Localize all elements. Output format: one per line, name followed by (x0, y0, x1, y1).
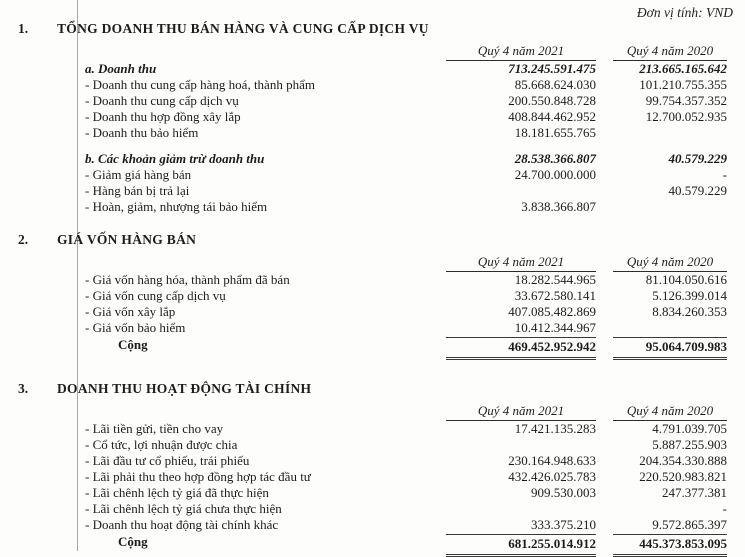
section-title: DOANH THU HOẠT ĐỘNG TÀI CHÍNH (57, 381, 312, 396)
table-row (0, 501, 745, 517)
row-label: - Lãi chênh lệch tỷ giá chưa thực hiện (85, 501, 282, 516)
value-q4-2021 (446, 183, 596, 199)
value-q4-2021 (446, 501, 596, 517)
table-row (0, 337, 745, 360)
row-label: - Lãi đầu tư cổ phiếu, trái phiếu (85, 453, 250, 468)
row-label: b. Các khoản giảm trừ doanh thu (85, 151, 265, 166)
value-q4-2020 (613, 199, 727, 215)
column-header-q4-2021: Quý 4 năm 2021 (446, 403, 596, 421)
header-spacer (85, 254, 446, 272)
section-heading (18, 20, 745, 37)
value-q4-2020 (613, 125, 727, 141)
report-sections (0, 20, 745, 557)
value-q4-2020: 101.210.755.355 (639, 77, 727, 92)
row-label: - Giá vốn hàng hóa, thành phẩm đã bán (85, 272, 290, 287)
report-section (0, 231, 745, 360)
table-row (0, 272, 745, 288)
value-q4-2021: 681.255.014.912 (446, 534, 596, 557)
value-q4-2020: 204.354.330.888 (639, 453, 727, 468)
row-label: - Doanh thu hoạt động tài chính khác (85, 517, 279, 532)
section-rows (0, 61, 745, 215)
section-heading (18, 231, 745, 248)
report-section (0, 20, 745, 215)
value-q4-2020: 81.104.050.616 (645, 272, 727, 287)
value-q4-2021: 3.838.366.807 (521, 199, 596, 214)
table-row (0, 485, 745, 501)
table-row (0, 421, 745, 437)
value-q4-2020: 12.700.052.935 (645, 109, 727, 124)
row-label: - Lãi phải thu theo hợp đồng hợp tác đầu tư (85, 469, 311, 484)
value-q4-2021: 10.412.344.967 (514, 320, 596, 335)
table-row (0, 469, 745, 485)
section-number: 3. (18, 381, 29, 396)
section-title: GIÁ VỐN HÀNG BÁN (57, 232, 197, 247)
report-section (0, 380, 745, 557)
value-q4-2020: - (722, 167, 727, 182)
table-row (0, 183, 745, 199)
section-rows (0, 272, 745, 360)
table-row (0, 141, 745, 151)
value-q4-2020: 5.126.399.014 (652, 288, 727, 303)
row-label: - Hoàn, giảm, nhượng tái bảo hiểm (85, 199, 268, 214)
column-header-q4-2021: Quý 4 năm 2021 (446, 43, 596, 61)
value-q4-2021: 407.085.482.869 (508, 304, 596, 319)
value-q4-2021: 200.550.848.728 (508, 93, 596, 108)
value-q4-2021: 713.245.591.475 (508, 61, 596, 76)
column-header-q4-2020: Quý 4 năm 2020 (613, 43, 727, 61)
value-q4-2020: - (722, 501, 727, 516)
table-row (0, 534, 745, 557)
column-headers (0, 43, 745, 61)
column-header-q4-2020: Quý 4 năm 2020 (613, 403, 727, 421)
row-label: - Giá vốn bảo hiểm (85, 320, 186, 335)
value-q4-2021: 18.181.655.765 (514, 125, 596, 140)
header-spacer (85, 403, 446, 421)
row-label: - Lãi chênh lệch tỷ giá đã thực hiện (85, 485, 269, 500)
section-rows (0, 421, 745, 557)
table-row (0, 437, 745, 453)
value-q4-2021: 333.375.210 (531, 517, 596, 532)
value-q4-2021: 230.164.948.633 (508, 453, 596, 468)
section-title: TỔNG DOANH THU BÁN HÀNG VÀ CUNG CẤP DỊCH VỤ (57, 21, 429, 36)
column-header-q4-2020: Quý 4 năm 2020 (613, 254, 727, 272)
table-row (0, 77, 745, 93)
value-q4-2021: 909.530.003 (531, 485, 596, 500)
value-q4-2020: 8.834.260.353 (652, 304, 727, 319)
value-q4-2021: 432.426.025.783 (508, 469, 596, 484)
table-row (0, 61, 745, 77)
table-row (0, 288, 745, 304)
row-label: - Doanh thu hợp đồng xây lắp (85, 109, 241, 124)
row-label: - Doanh thu cung cấp hàng hoá, thành phẩm (85, 77, 315, 92)
value-q4-2021: 17.421.135.283 (514, 421, 596, 436)
row-label: - Giá vốn cung cấp dịch vụ (85, 288, 226, 303)
section-heading (18, 380, 745, 397)
value-q4-2021: 469.452.952.942 (446, 337, 596, 360)
table-row (0, 93, 745, 109)
value-q4-2020: 5.887.255.903 (652, 437, 727, 452)
value-q4-2021 (446, 437, 596, 453)
row-label: - Giảm giá hàng bán (85, 167, 192, 182)
value-q4-2021: 408.844.462.952 (508, 109, 596, 124)
row-label: Cộng (118, 337, 148, 352)
column-header-q4-2021: Quý 4 năm 2021 (446, 254, 596, 272)
row-label: - Hàng bán bị trả lại (85, 183, 190, 198)
section-number: 1. (18, 21, 29, 36)
value-q4-2020 (613, 141, 727, 151)
header-spacer (85, 43, 446, 61)
table-row (0, 304, 745, 320)
column-headers (0, 403, 745, 421)
value-q4-2021: 33.672.580.141 (514, 288, 596, 303)
row-label: - Doanh thu bảo hiểm (85, 125, 199, 140)
table-row (0, 151, 745, 167)
value-q4-2020: 99.754.357.352 (645, 93, 727, 108)
table-row (0, 517, 745, 533)
value-q4-2020: 95.064.709.983 (613, 337, 727, 360)
value-q4-2020: 9.572.865.397 (652, 517, 727, 532)
value-q4-2020: 40.579.229 (668, 183, 727, 198)
table-row (0, 320, 745, 336)
value-q4-2020: 247.377.381 (662, 485, 727, 500)
table-row (0, 167, 745, 183)
column-headers (0, 254, 745, 272)
unit-label: Đơn vị tính: VND (636, 5, 733, 20)
value-q4-2021: 85.668.624.030 (514, 77, 596, 92)
row-label: - Lãi tiền gửi, tiền cho vay (85, 421, 224, 436)
value-q4-2020: 40.579.229 (668, 151, 727, 166)
row-label: - Doanh thu cung cấp dịch vụ (85, 93, 239, 108)
value-q4-2020 (613, 320, 727, 336)
value-q4-2021: 28.538.366.807 (514, 151, 596, 166)
row-label: a. Doanh thu (85, 61, 157, 76)
value-q4-2020: 445.373.853.095 (613, 534, 727, 557)
value-q4-2020: 213.665.165.642 (639, 61, 727, 76)
section-number: 2. (18, 232, 29, 247)
row-label: - Cổ tức, lợi nhuận được chia (85, 437, 238, 452)
table-row (0, 199, 745, 215)
value-q4-2020: 4.791.039.705 (652, 421, 727, 436)
row-label (85, 141, 446, 151)
table-row (0, 125, 745, 141)
table-row (0, 453, 745, 469)
row-label: - Giá vốn xây lắp (85, 304, 176, 319)
value-q4-2021: 18.282.544.965 (514, 272, 596, 287)
value-q4-2021 (446, 141, 596, 151)
value-q4-2020: 220.520.983.821 (639, 469, 727, 484)
row-label: Cộng (118, 534, 148, 549)
table-row (0, 109, 745, 125)
value-q4-2021: 24.700.000.000 (514, 167, 596, 182)
